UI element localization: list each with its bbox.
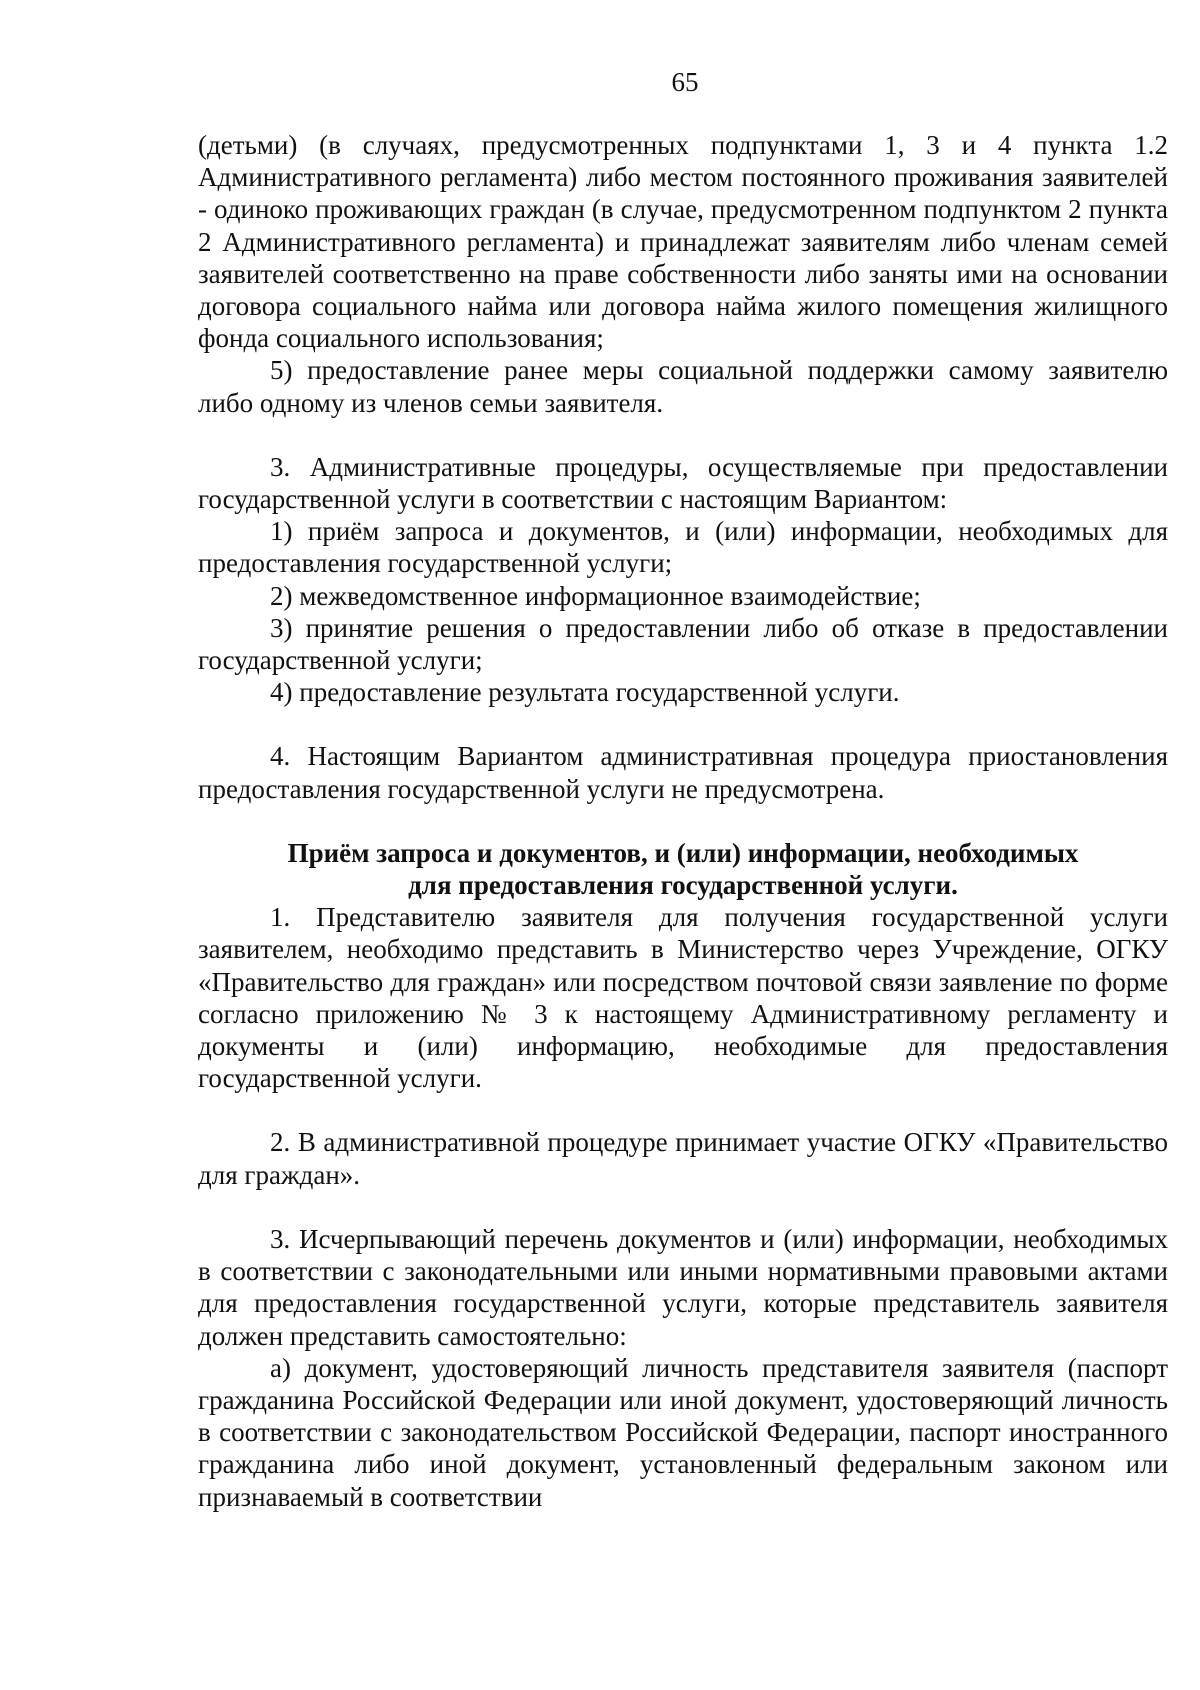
section-3-item-3: 3) принятие решения о предоставлении либо об отказе в предоставлении государственной услуги;	[198, 612, 1168, 676]
spacer	[198, 419, 1168, 451]
section-heading-line-2: для предоставления государственной услуги.	[408, 870, 958, 901]
section-3-item-4: 4) предоставление результата государственной услуги.	[270, 677, 900, 708]
paragraph-item-5: 5) предоставление ранее меры социальной поддержки самому заявителю либо одному из членов семьи заявителя.	[198, 355, 1168, 418]
section-3-item-1: 1) приём запроса и документов, и (или) информации, необходимых для предоставления государственной услуги;	[198, 516, 1168, 579]
spacer	[198, 1191, 1168, 1223]
subsection-1: 1. Представителю заявителя для получения государственной услуги заявителем, необходимо представить в Министерство через Учреждение, ОГКУ «Правительство для граждан» или посредством почтовой связи заявление по форме согласно приложению № 3 к настоящему Административному регламенту и документы и (или) информацию, необходимые для предоставления государственной услуги.	[198, 902, 1168, 1094]
spacer	[198, 1094, 1168, 1126]
section-heading	[198, 837, 1168, 901]
paragraph-continuation: (детьми) (в случаях, предусмотренных подпунктами 1, 3 и 4 пункта 1.2 Административного регламента) либо местом постоянного проживания заявителей - одиноко проживающих граждан (в случае, предусмотренном подпунктом 2 пункта 2 Административного регламента) и принадлежат заявителям либо членам семей заявителей соответственно на праве собственности либо заняты ими на основании договора социального найма или договора найма жилого помещения жилищного фонда социального использования;	[198, 130, 1168, 354]
section-3-intro: 3. Административные процедуры, осуществляемые при предоставлении государственной услуги в соответствии с настоящим Вариантом:	[198, 451, 1168, 515]
subsection-3-item-a: а) документ, удостоверяющий личность представителя заявителя (паспорт гражданина Российской Федерации или иной документ, удостоверяющий личность в соответствии с законодательством Российской Федерации, паспорт иностранного гражданина либо иной документ, установленный федеральным законом или признаваемый в соответствии	[198, 1352, 1168, 1512]
page-number: 65	[671, 67, 699, 97]
subsection-2: 2. В административной процедуре принимает участие ОГКУ «Правительство для граждан».	[198, 1127, 1168, 1190]
subsection-3: 3. Исчерпывающий перечень документов и (или) информации, необходимых в соответствии с законодательными или иными нормативными правовыми актами для предоставления государственной услуги, которые представитель заявителя должен представить самостоятельно:	[198, 1223, 1168, 1351]
spacer	[198, 708, 1168, 740]
section-3-item-2: 2) межведомственное информационное взаимодействие;	[270, 580, 921, 611]
document-body	[198, 129, 1168, 1513]
section-heading-line-1: Приём запроса и документов, и (или) информации, необходимых	[287, 837, 1079, 868]
section-4: 4. Настоящим Вариантом административная процедура приостановления предоставления государственной услуги не предусмотрена.	[198, 741, 1168, 804]
spacer	[198, 805, 1168, 837]
